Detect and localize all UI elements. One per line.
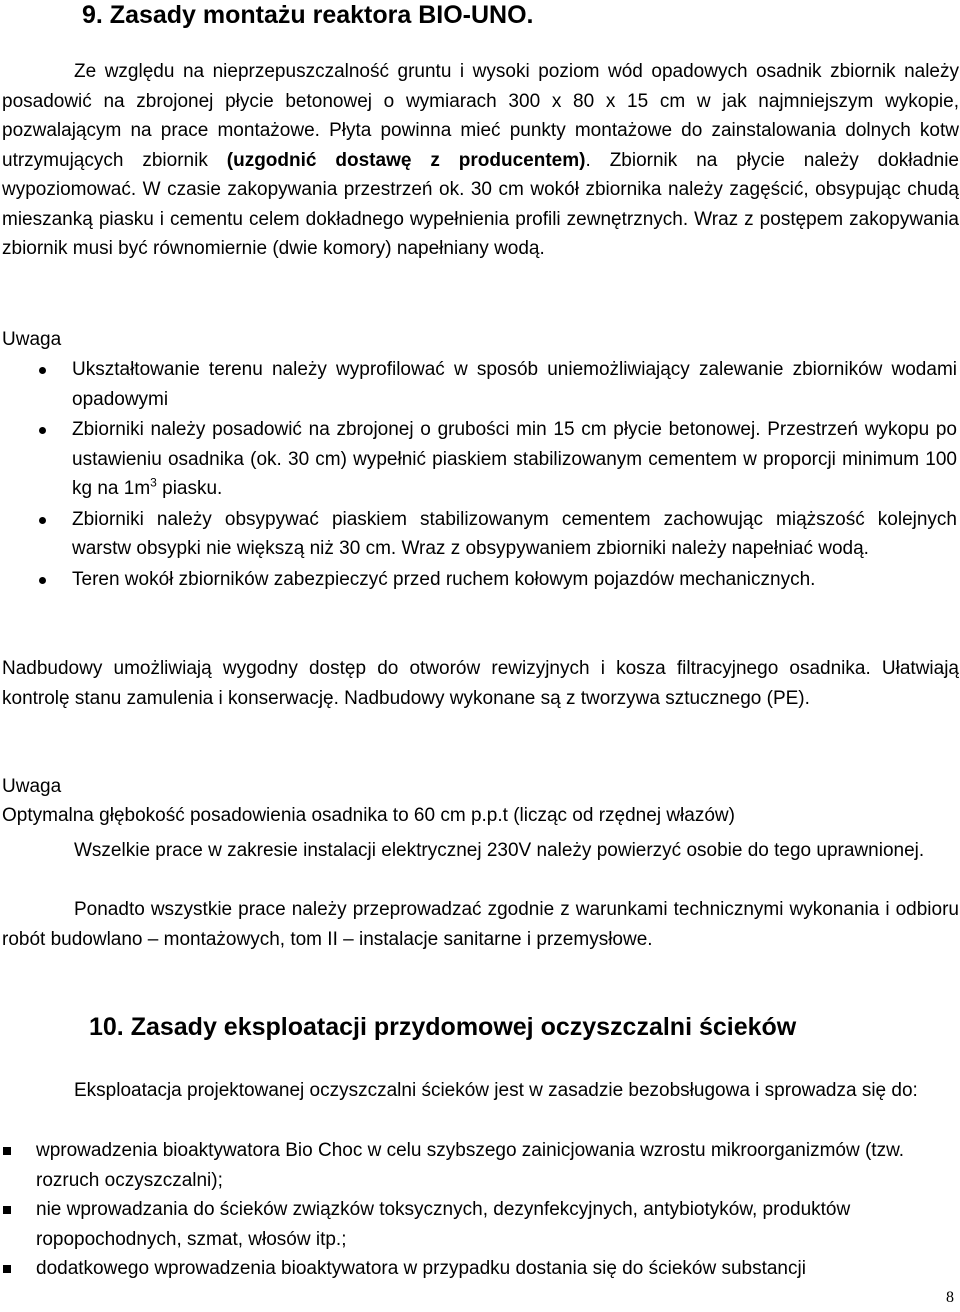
list-item-text: Zbiorniki należy obsypywać piaskiem stabilizowanym cementem zachowując miąższość kolejnych warstw obsypki nie większą niż 30 cm. Wraz z obsypywaniem zbiorniki należy napełniać wodą.	[72, 508, 957, 559]
square-bullet-icon	[3, 1206, 11, 1214]
bullet-icon	[39, 367, 46, 374]
list-item	[0, 355, 957, 414]
uwaga-label-2: Uwaga	[2, 776, 62, 797]
square-bullet-icon	[3, 1147, 11, 1155]
page-number: 8	[946, 1289, 954, 1306]
list-item	[0, 1136, 956, 1195]
uwaga-label-1: Uwaga	[2, 329, 62, 350]
superstructure-paragraph: Nadbudowy umożliwiają wygodny dostęp do otworów rewizyjnych i kosza filtracyjnego osadnika. Ułatwiają kontrolę stanu zamulenia i konserwację. Nadbudowy wykonane są z tworzywa sztucznego (PE).	[2, 658, 959, 709]
list-item-text: dodatkowego wprowadzenia bioaktywatora w przypadku dostania się do ścieków substancji	[36, 1258, 806, 1279]
depth-note: Optymalna głębokość posadowienia osadnika to 60 cm p.p.t (licząc od rzędnej włazów)	[2, 805, 735, 826]
section-9-heading: 9. Zasady montażu reaktora BIO-UNO.	[82, 1, 534, 29]
installation-paragraph	[2, 57, 959, 264]
list-item	[0, 505, 957, 564]
uwaga-bullet-list	[0, 355, 960, 594]
superscript: 3	[150, 475, 157, 490]
section-10-heading: 10. Zasady eksploatacji przydomowej oczyszczalni ścieków	[89, 1013, 797, 1041]
operation-list	[0, 1136, 960, 1284]
paragraph-bold-note: (uzgodnić dostawę z producentem)	[226, 149, 586, 171]
list-item	[0, 1195, 956, 1254]
list-item-text: nie wprowadzania do ścieków związków toksycznych, dezynfekcyjnych, antybiotyków, produktów ropopochodnych, szmat, włosów itp.;	[36, 1199, 851, 1250]
list-item-text-tail: piasku.	[156, 478, 223, 499]
bullet-icon	[39, 517, 46, 524]
list-item-text: Ukształtowanie terenu należy wyprofilować w sposób uniemożliwiający zalewanie zbiorników wodami opadowymi	[72, 359, 957, 410]
operation-intro: Eksploatacja projektowanej oczyszczalni ścieków jest w zasadzie bezobsługowa i sprowadza się do:	[74, 1080, 918, 1101]
paragraph-text-tail: . Zbiornik na płycie należy dokładnie wypoziomować. W czasie zakopywania przestrzeń ok. 30 cm wokół zbiornika należy zagęścić, obsypując chudą mieszanką piasku i cementu celem dokładnego wypełnienia profili zewnętrznych. Wraz z postępem zakopywania zbiornik musi być równomiernie (dwie komory) napełniany wodą.	[2, 149, 959, 259]
electrical-note: Wszelkie prace w zakresie instalacji elektrycznej 230V należy powierzyć osobie do tego uprawnionej.	[74, 840, 925, 861]
list-item	[0, 415, 957, 504]
paragraph-text: Ze względu na nieprzepuszczalność gruntu i wysoki poziom wód opadowych osadnik zbiornik należy posadowić na zbrojonej płycie betonowej o wymiarach 300 x 80 x 15 cm w jak najmniejszym wykopie, pozwalającym na prace montażowe. Płyta powinna mieć punkty montażowe do zainstalowania dolnych kotw utrzymujących zbiornik	[2, 61, 959, 171]
list-item	[0, 565, 957, 595]
bullet-icon	[39, 427, 46, 434]
list-item-text: wprowadzenia bioaktywatora Bio Choc w celu szybszego zainicjowania wzrostu mikroorganizmów (tzw. rozruch oczyszczalni);	[36, 1140, 905, 1191]
square-bullet-icon	[3, 1265, 11, 1273]
list-item	[0, 1254, 956, 1284]
list-item-text: Teren wokół zbiorników zabezpieczyć przed ruchem kołowym pojazdów mechanicznych.	[72, 568, 816, 590]
bullet-icon	[39, 577, 46, 584]
list-item-text: Zbiorniki należy posadowić na zbrojonej o grubości min 15 cm płycie betonowej. Przestrzeń wykopu po ustawieniu osadnika (ok. 30 cm) wypełnić piaskiem stabilizowanym cementem w proporcji minimum 100 kg na 1m	[72, 419, 957, 499]
standards-note: Ponadto wszystkie prace należy przeprowadzać zgodnie z warunkami technicznymi wykonania i odbioru robót budowlano – montażowych, tom II – instalacje sanitarne i przemysłowe.	[2, 899, 959, 950]
